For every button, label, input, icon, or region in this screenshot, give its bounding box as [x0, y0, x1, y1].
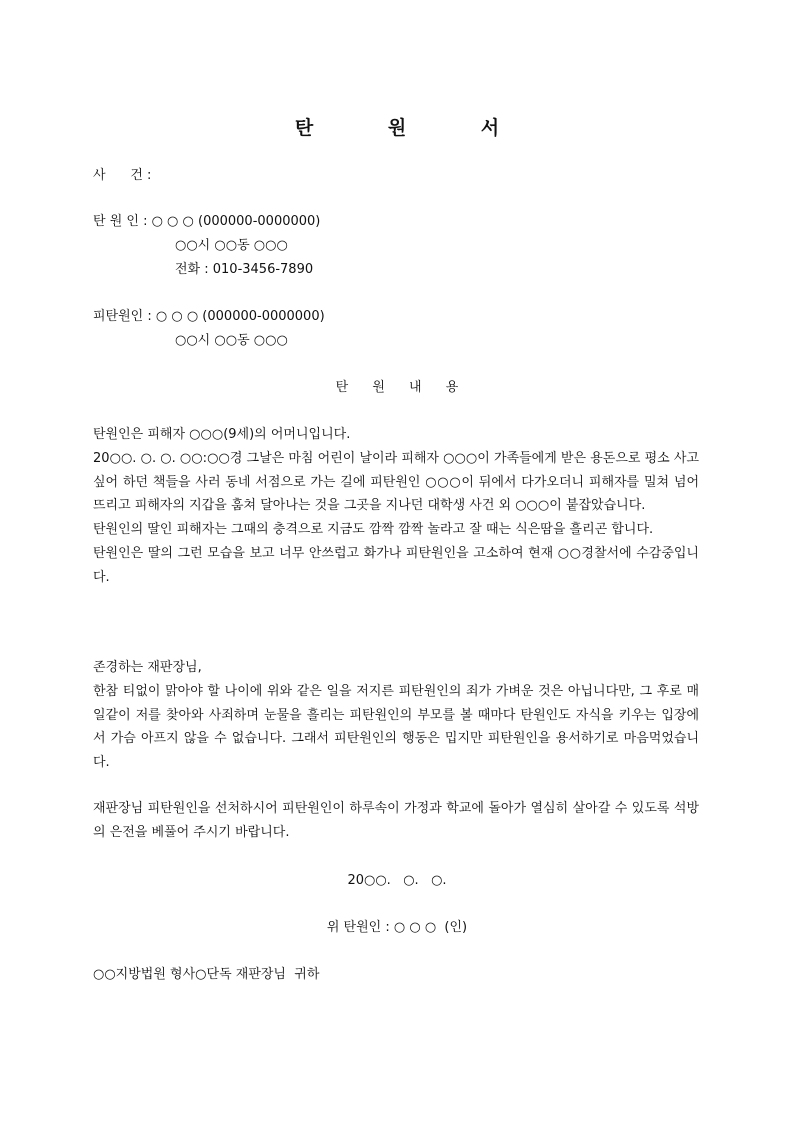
petitioner-phone: 전화 : 010-3456-7890	[175, 262, 314, 277]
content-heading: 탄 원 내 용	[335, 380, 469, 395]
case-label: 사 건 :	[93, 168, 152, 183]
paragraph-trauma: 탄원인의 딸인 피해자는 그때의 충격으로 지금도 깜짝 깜짝 놀라고 잘 때는 식은땀을 흘리곤 합니다.	[93, 522, 654, 538]
salutation: 존경하는 재판장님,	[93, 660, 202, 675]
respondent-address: ○○시 ○○동 ○○○	[175, 333, 288, 348]
recipient-line: ○○지방법원 형사○단독 재판장님 귀하	[93, 967, 320, 982]
petitioner-address: ○○시 ○○동 ○○○	[175, 238, 288, 253]
plea-section	[93, 656, 699, 775]
content-paragraphs	[93, 423, 699, 590]
plea-paragraph: 한참 티없이 맑아야 할 나이에 위와 같은 일을 저지른 피탄원인의 죄가 가벼운 것은 아닙니다만, 그 후로 매일같이 저를 찾아와 사죄하며 눈물을 흘리는 피탄원인의 부모를 볼 때마다 탄원인도 자식을 키우는 입장에서 가슴 아프지 않을 수 없습니다. 그래서 피탄원인의 행동은 밉지만 피탄원인을 용서하기로 마음먹었습니다.	[93, 683, 699, 771]
paragraph-complaint: 탄원인은 딸의 그런 모습을 보고 너무 안쓰럽고 화가나 피탄원인을 고소하여 현재 ○○경찰서에 수감중입니다.	[93, 545, 699, 585]
signature-line: 위 탄원인 : ○ ○ ○ (인)	[326, 920, 468, 935]
petition-date: 20○○. ○. ○.	[347, 873, 447, 888]
request-paragraph: 재판장님 피탄원인을 선처하시어 피탄원인이 하루속이 가정과 학교에 돌아가 열심히 살아갈 수 있도록 석방의 은전을 베풀어 주시기 바랍니다.	[93, 801, 699, 840]
paragraph-intro: 탄원인은 피해자 ○○○(9세)의 어머니입니다.	[93, 427, 351, 442]
paragraph-incident: 20○○. ○. ○. ○○:○○경 그날은 마침 어린이 날이라 피해자 ○○○이 가족들에게 받은 용돈으로 평소 사고 싶어 하던 책들을 사러 동네 서점으로 가는 길에 피탄원인 ○○○이 뒤에서 다가오더니 피해자를 밀쳐 넘어뜨리고 피해자의 지갑을 훔쳐 달아나는 것을 그곳을 지나던 대학생 사건 외 ○○○이 붙잡았습니다.	[93, 450, 699, 514]
petitioner-line: 탄 원 인 : ○ ○ ○ (000000-0000000)	[93, 214, 321, 229]
document-title: 탄 원 서	[294, 117, 534, 139]
respondent-line: 피탄원인 : ○ ○ ○ (000000-0000000)	[93, 309, 325, 324]
request-section	[93, 797, 699, 845]
